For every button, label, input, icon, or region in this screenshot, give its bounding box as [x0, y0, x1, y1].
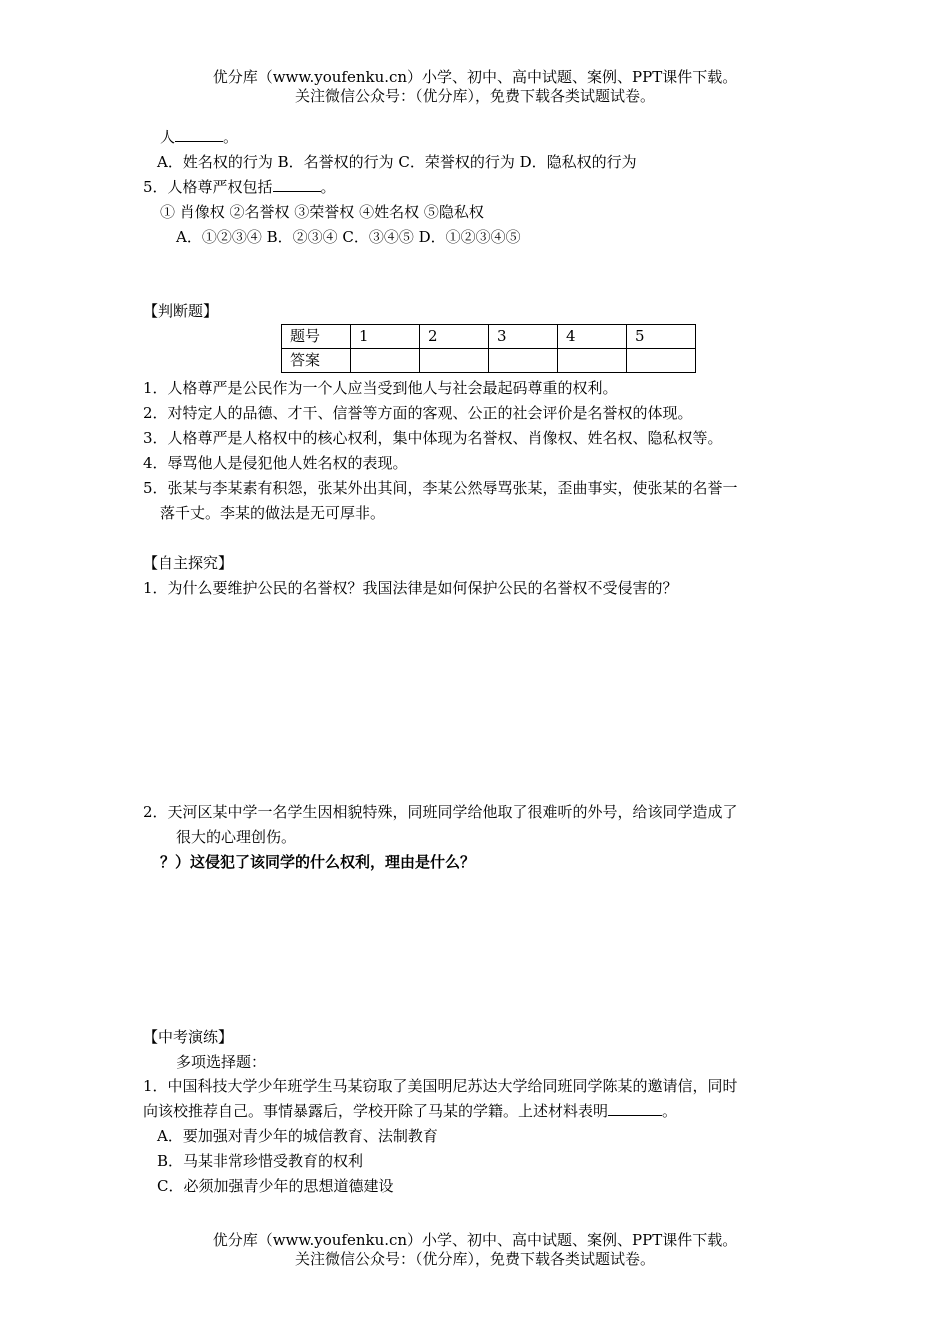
exam-heading: 【中考演练】	[143, 1028, 234, 1046]
explore-question-2-sub: ？）这侵犯了该同学的什么权利，理由是什么？	[160, 853, 476, 871]
table-header-cell: 题号	[282, 325, 351, 349]
judge-heading: 【判断题】	[143, 302, 219, 320]
table-row-label: 答案	[282, 349, 351, 373]
question-stem-continuation	[160, 127, 238, 147]
question-5-options: A．①②③④ B．②③④ C．③④⑤ D．①②③④⑤	[176, 228, 521, 246]
exam-q1-answer-blank[interactable]	[608, 1101, 662, 1116]
answer-cell-4[interactable]	[558, 349, 627, 373]
explore-question-2-line1: 2．天河区某中学一名学生因相貌特殊，同班同学给他取了很难听的外号，给该同学造成了	[143, 803, 738, 821]
page-header-line1: 优分库（www.youfenku.cn）小学、初中、高中试题、案例、PPT课件下载。	[212, 68, 738, 86]
stem-suffix: 。	[223, 128, 239, 146]
table-header-cell: 1	[351, 325, 420, 349]
answer-table-header-row	[282, 325, 696, 349]
explore-question-2-line2: 很大的心理创伤。	[176, 828, 297, 846]
exam-option-b: B．马某非常珍惜受教育的权利	[157, 1152, 364, 1170]
answer-table	[281, 324, 696, 373]
q5-stem-suffix: 。	[320, 178, 336, 196]
exam-option-a: A．要加强对青少年的城信教育、法制教育	[157, 1127, 438, 1145]
judge-item-5: 5．张某与李某素有积怨，张某外出其间，李某公然辱骂张某，歪曲事实，使张某的名誉一	[143, 479, 738, 497]
exam-question-1-line2	[143, 1101, 677, 1121]
judge-item-4: 4．辱骂他人是侵犯他人姓名权的表现。	[143, 454, 408, 472]
question-5-stem	[143, 177, 336, 197]
answer-cell-5[interactable]	[627, 349, 696, 373]
answer-cell-3[interactable]	[489, 349, 558, 373]
judge-item-2: 2．对特定人的品德、才干、信誉等方面的客观、公正的社会评价是名誉权的体现。	[143, 404, 693, 422]
explore-question-1: 1．为什么要维护公民的名誉权？我国法律是如何保护公民的名誉权不受侵害的？	[143, 579, 678, 597]
table-header-cell: 4	[558, 325, 627, 349]
table-header-cell: 3	[489, 325, 558, 349]
answer-table-answer-row	[282, 349, 696, 373]
exam-q1-suffix: 。	[662, 1102, 678, 1120]
page-header-line2: 关注微信公众号：（优分库），免费下载各类试题试卷。	[294, 87, 655, 105]
exam-subheading: 多项选择题：	[176, 1053, 267, 1071]
q5-answer-blank[interactable]	[273, 177, 321, 192]
judge-item-3: 3．人格尊严是人格权中的核心权利，集中体现为名誉权、肖像权、姓名权、隐私权等。	[143, 429, 723, 447]
judge-item-5-cont: 落千丈。李某的做法是无可厚非。	[160, 504, 386, 522]
answer-cell-2[interactable]	[420, 349, 489, 373]
judge-item-1: 1．人格尊严是公民作为一个人应当受到他人与社会最起码尊重的权利。	[143, 379, 618, 397]
table-header-cell: 2	[420, 325, 489, 349]
question-options: A．姓名权的行为 B．名誉权的行为 C．荣誉权的行为 D．隐私权的行为	[157, 153, 637, 171]
page-footer-line1: 优分库（www.youfenku.cn）小学、初中、高中试题、案例、PPT课件下载。	[212, 1231, 738, 1249]
exam-option-c: C．必须加强青少年的思想道德建设	[157, 1177, 394, 1195]
exam-question-1-line1: 1．中国科技大学少年班学生马某窃取了美国明尼苏达大学给同班同学陈某的邀请信，同时	[143, 1077, 738, 1095]
table-header-cell: 5	[627, 325, 696, 349]
answer-blank[interactable]	[175, 127, 223, 142]
q5-stem-prefix: 5．人格尊严权包括	[143, 178, 273, 196]
question-5-items: ① 肖像权 ②名誉权 ③荣誉权 ④姓名权 ⑤隐私权	[160, 203, 484, 221]
explore-heading: 【自主探究】	[143, 554, 234, 572]
exam-q1-prefix: 向该校推荐自己。事情暴露后，学校开除了马某的学籍。上述材料表明	[143, 1102, 609, 1120]
answer-cell-1[interactable]	[351, 349, 420, 373]
page-footer-line2: 关注微信公众号：（优分库），免费下载各类试题试卷。	[294, 1250, 655, 1268]
stem-prefix: 人	[160, 128, 176, 146]
